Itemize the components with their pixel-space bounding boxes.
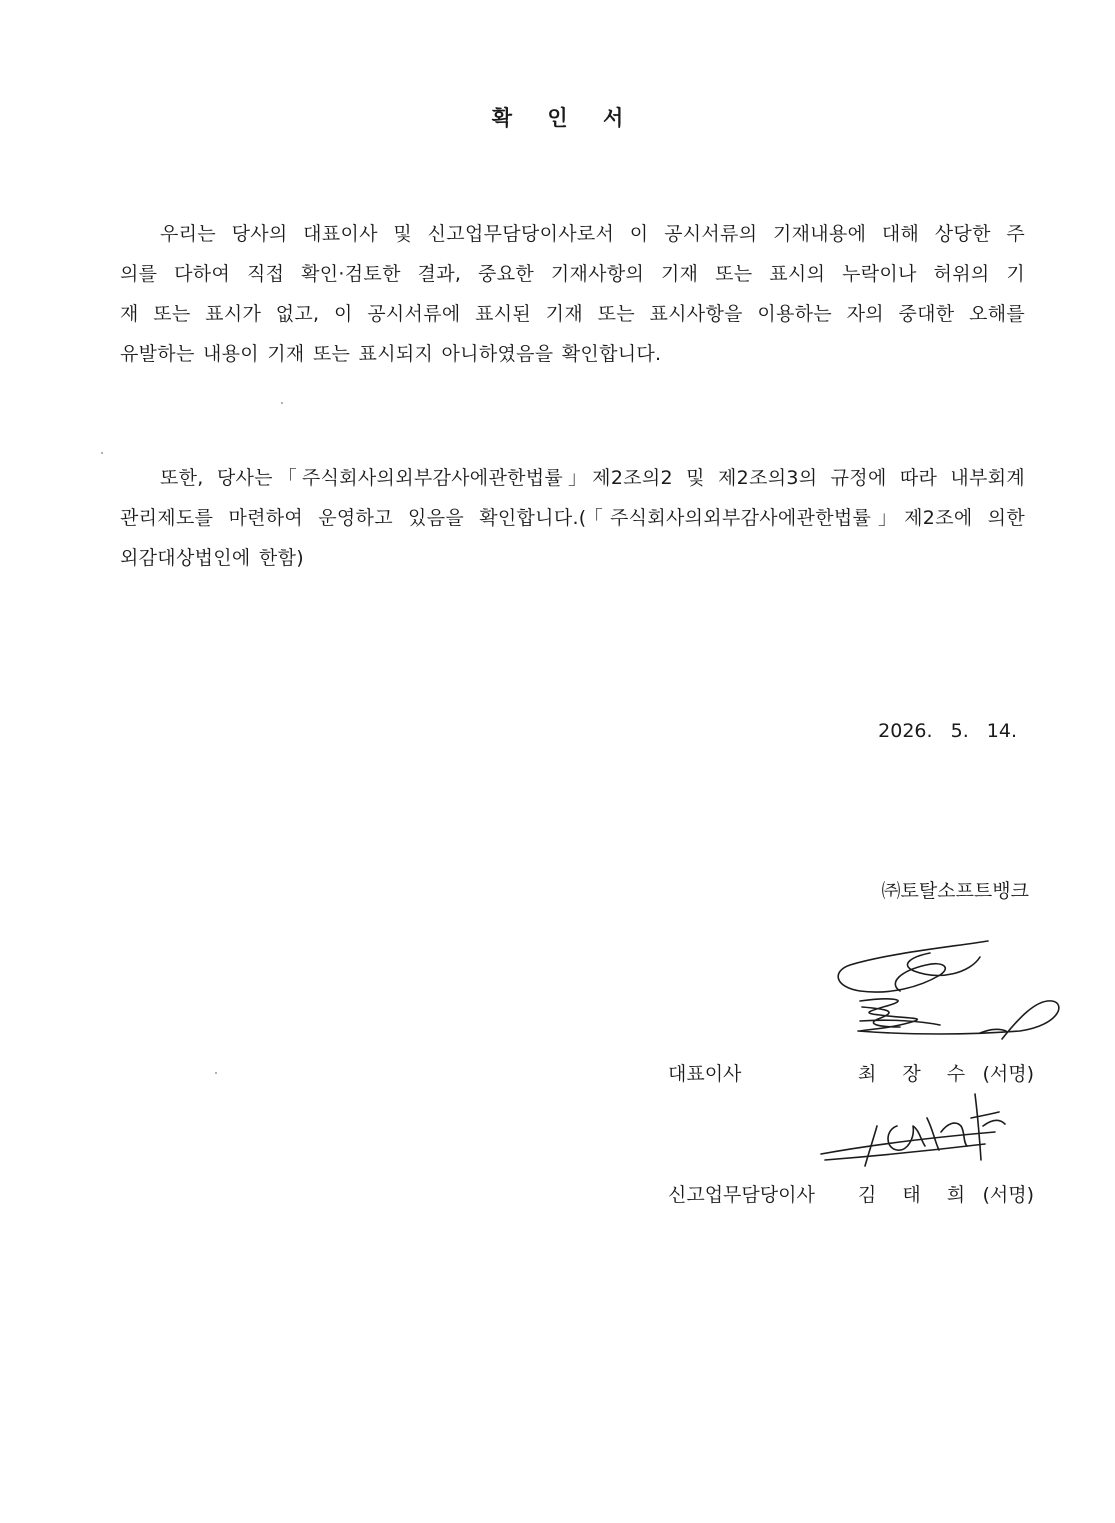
document-title: 확 인 서 bbox=[491, 106, 638, 130]
signatory-role: 대표이사 bbox=[668, 1063, 742, 1085]
ceo-signature bbox=[830, 935, 1070, 1050]
internal-control-paragraph bbox=[120, 458, 1025, 578]
signatory-name: 최 장 수 bbox=[858, 1063, 976, 1085]
paragraph-line: 외감대상법인에 한함) bbox=[120, 547, 304, 569]
signature-label: (서명) bbox=[982, 1184, 1034, 1206]
signatory-role: 신고업무담당이사 bbox=[668, 1184, 815, 1206]
paragraph-line: 의를 다하여 직접 확인·검토한 결과, 중요한 기재사항의 기재 또는 표시의 누락이나 허위의 기 bbox=[120, 263, 1025, 285]
document-date: 2026. 5. 14. bbox=[878, 720, 1017, 742]
paragraph-line: 관리제도를 마련하여 운영하고 있음을 확인합니다.(「주식회사의외부감사에관한법률」제2조에 의한 bbox=[120, 507, 1025, 529]
director-signature bbox=[815, 1090, 1030, 1170]
company-name: ㈜토탈소프트뱅크 bbox=[881, 880, 1029, 902]
scan-speck bbox=[215, 1072, 217, 1074]
confirmation-paragraph bbox=[120, 214, 1025, 374]
paragraph-line: 유발하는 내용이 기재 또는 표시되지 아니하였음을 확인합니다. bbox=[120, 343, 662, 365]
director-signature-row bbox=[668, 1180, 1038, 1210]
signature-label: (서명) bbox=[982, 1063, 1034, 1085]
paragraph-line: 재 또는 표시가 없고, 이 공시서류에 표시된 기재 또는 표시사항을 이용하는 자의 중대한 오해를 bbox=[120, 303, 1025, 325]
ceo-signature-row bbox=[668, 1059, 1038, 1089]
signatory-name: 김 태 희 bbox=[858, 1184, 976, 1206]
scan-speck bbox=[281, 402, 283, 404]
paragraph-line: 또한, 당사는「주식회사의외부감사에관한법률」제2조의2 및 제2조의3의 규정에 따라 내부회계 bbox=[160, 467, 1025, 489]
scan-speck bbox=[101, 452, 103, 454]
paragraph-line: 우리는 당사의 대표이사 및 신고업무담당이사로서 이 공시서류의 기재내용에 대해 상당한 주 bbox=[160, 223, 1025, 245]
